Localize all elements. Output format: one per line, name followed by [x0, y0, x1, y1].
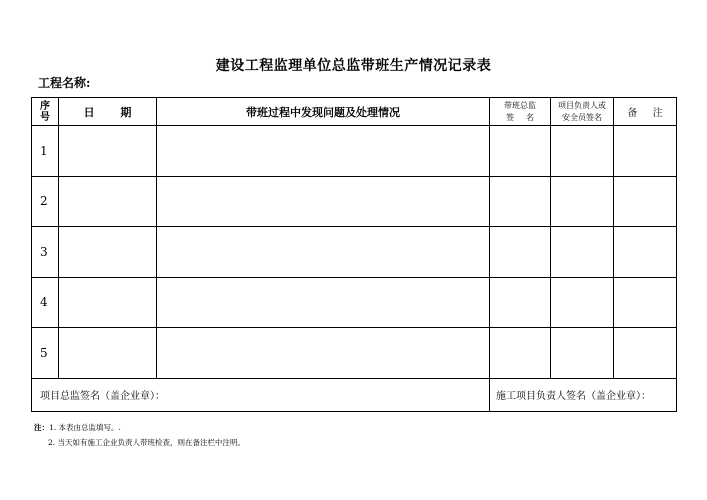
table-row [32, 227, 677, 278]
header-chief-signature-line1: 带班总监 [504, 100, 536, 110]
header-manager-signature-line1: 项目负责人或 [558, 100, 606, 110]
manager-signature-cell[interactable] [551, 328, 614, 379]
row-seq: 5 [32, 328, 59, 379]
chief-signature-cell[interactable] [490, 176, 551, 227]
signature-footer-row [32, 378, 677, 411]
header-chief-signature [490, 98, 551, 126]
issues-cell[interactable] [157, 126, 490, 177]
date-cell[interactable] [59, 328, 157, 379]
table-row [32, 328, 677, 379]
row-seq: 4 [32, 277, 59, 328]
header-issues: 带班过程中发现问题及处理情况 [157, 98, 490, 126]
date-cell[interactable] [59, 126, 157, 177]
notes-label: 注： [34, 423, 49, 432]
header-date: 日 期 [59, 98, 157, 126]
note-line-2: 2. 当天如有施工企业负责人带班检查，则在备注栏中注明。 [48, 438, 246, 447]
remarks-cell[interactable] [614, 227, 677, 278]
remarks-cell[interactable] [614, 176, 677, 227]
record-table [31, 97, 677, 412]
header-seq-line1: 序 [40, 100, 50, 112]
row-seq: 2 [32, 176, 59, 227]
project-director-signature-field[interactable]: 项目总监签名（盖企业章）： [32, 378, 490, 411]
chief-signature-cell[interactable] [490, 328, 551, 379]
notes-section [34, 420, 245, 450]
note-line-1 [34, 420, 245, 435]
row-seq: 3 [32, 227, 59, 278]
date-cell[interactable] [59, 227, 157, 278]
date-cell[interactable] [59, 176, 157, 227]
header-chief-signature-line2: 签名 [506, 112, 546, 122]
header-remarks: 备 注 [614, 98, 677, 126]
header-seq [32, 98, 59, 126]
header-manager-signature [551, 98, 614, 126]
row-seq: 1 [32, 126, 59, 177]
construction-manager-signature-field[interactable]: 施工项目负责人签名（盖企业章）： [490, 378, 677, 411]
manager-signature-cell[interactable] [551, 176, 614, 227]
remarks-cell[interactable] [614, 277, 677, 328]
manager-signature-cell[interactable] [551, 227, 614, 278]
table-row [32, 277, 677, 328]
issues-cell[interactable] [157, 328, 490, 379]
date-cell[interactable] [59, 277, 157, 328]
issues-cell[interactable] [157, 277, 490, 328]
table-row [32, 176, 677, 227]
issues-cell[interactable] [157, 176, 490, 227]
manager-signature-cell[interactable] [551, 126, 614, 177]
chief-signature-cell[interactable] [490, 277, 551, 328]
note-1-text: 1. 本表由总监填写。. [49, 423, 121, 432]
header-seq-line2: 号 [40, 111, 50, 123]
manager-signature-cell[interactable] [551, 277, 614, 328]
remarks-cell[interactable] [614, 328, 677, 379]
header-row [32, 98, 677, 126]
table-row [32, 126, 677, 177]
remarks-cell[interactable] [614, 126, 677, 177]
page-title: 建设工程监理单位总监带班生产情况记录表 [215, 58, 492, 74]
issues-cell[interactable] [157, 227, 490, 278]
project-name-label: 工程名称: [38, 76, 91, 90]
chief-signature-cell[interactable] [490, 227, 551, 278]
chief-signature-cell[interactable] [490, 126, 551, 177]
header-manager-signature-line2: 安全员签名 [562, 112, 602, 122]
